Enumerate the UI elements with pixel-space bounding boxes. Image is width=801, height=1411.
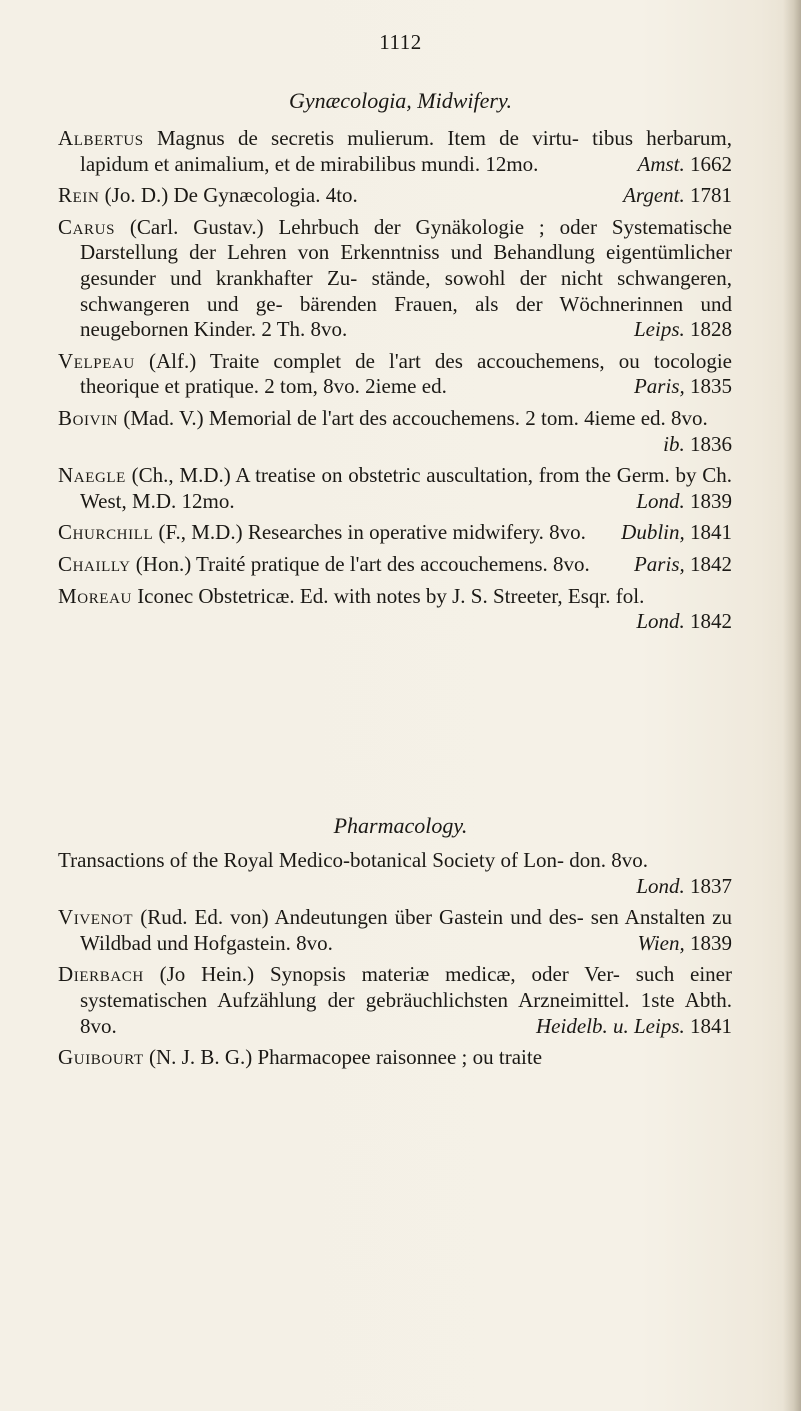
bibliography-entry [58,1045,732,1071]
entry-body [58,126,732,176]
imprint-place: Wien, [637,930,685,955]
page-edge-shadow [783,0,801,1411]
entry-body [58,183,358,207]
bibliography-entry [58,183,732,209]
entry-author: Carus [58,214,116,239]
imprint-year: 1842 [690,551,732,576]
imprint-year: 1841 [690,520,732,545]
entry-author: Churchill [58,520,154,545]
imprint-year: 1839 [690,930,732,955]
entry-imprint [621,520,732,546]
imprint-place: Lond. [636,609,685,634]
imprint-year: 1662 [690,151,732,176]
entry-text: (F., M.D.) Researches in operative midwifery. 8vo. [153,520,586,545]
entry-text: (Hon.) Traité pratique de l'art des accouchemens. 8vo. [130,551,590,576]
page-number: 1112 [379,30,422,54]
imprint-place: Paris, [633,374,685,399]
entry-text: (Jo Hein.) Synopsis materiæ medicæ, oder Ver- such einer systematischen Aufzählung der gebräuchlichsten Arzneimittel. 1ste Abth. 8vo. [80,962,732,1038]
bibliography-entry [58,962,732,1039]
entry-text: (Jo. D.) De Gynæcologia. 4to. [99,183,358,208]
entry-body [58,584,644,608]
imprint-year: 1842 [690,609,732,634]
entry-imprint [637,151,733,178]
entry-text: Transactions of the Royal Medico-botanical Society of Lon- don. 8vo. [58,848,649,872]
entry-author: Boivin [58,405,119,430]
entry-list-pharmacology [58,848,732,1077]
entry-text: (N. J. B. G.) Pharmacopee raisonnee ; ou traite [143,1045,543,1070]
entry-text: (Rud. Ed. von) Andeutungen über Gastein und des- sen Anstalten zu Wildbad und Hofgastein. 8vo. [80,905,732,955]
entry-imprint [636,873,732,900]
bibliography-entry [58,520,732,546]
entry-body [58,349,732,399]
imprint-year: 1837 [690,873,732,898]
entry-imprint [633,374,732,400]
entry-body [58,552,590,576]
entry-author: Albertus [58,126,144,150]
entry-imprint [633,317,732,343]
entry-text: (Ch., M.D.) A treatise on obstetric auscultation, from the Germ. by Ch. West, M.D. 12mo. [80,463,732,513]
entry-imprint [623,183,732,209]
bibliography-entry [58,349,732,400]
entry-author: Rein [58,183,100,208]
imprint-place: Argent. [623,183,685,208]
imprint-place: Lond. [636,873,685,898]
entry-body [58,215,732,341]
entry-author: Vivenot [58,905,134,930]
entry-imprint [637,930,733,957]
entry-imprint [636,609,732,635]
imprint-year: 1828 [690,317,732,342]
section-heading-gynaecologia: Gynæcologia, Midwifery. [288,88,513,113]
imprint-year: 1839 [690,488,732,513]
imprint-year: 1835 [690,374,732,399]
entry-author: Dierbach [58,962,144,987]
entry-author: Velpeau [58,348,135,373]
imprint-place: Heidelb. u. Leips. [536,1013,685,1038]
bibliography-entry [58,552,732,578]
bibliography-entry [58,463,732,514]
entry-body [58,1045,542,1069]
entry-text: Iconec Obstetricæ. Ed. with notes by J. S. Streeter, Esqr. fol. [131,583,645,608]
entry-text: (Alf.) Traite complet de l'art des accouchemens, ou tocologie theorique et pratique. 2 tom, 8vo. 2ieme ed. [80,348,732,399]
imprint-place: Dublin, [621,520,685,545]
imprint-year: 1841 [690,1013,732,1038]
bibliography-entry [58,126,732,177]
bibliography-entry [58,848,732,899]
section-heading-pharmacology: Pharmacology. [333,813,468,838]
bibliography-entry [58,406,732,457]
imprint-place: Leips. [633,317,685,342]
entry-body [58,848,648,872]
entry-imprint [536,1013,732,1040]
entry-author: Guibourt [58,1045,144,1070]
bibliography-entry [58,584,732,635]
entry-imprint [633,551,732,578]
entry-imprint [663,431,732,458]
entry-author: Moreau [58,583,132,608]
entry-body [58,406,708,430]
entry-author: Chailly [58,551,131,576]
bibliography-entry [58,215,732,343]
imprint-year: 1836 [690,431,732,456]
imprint-place: Lond. [636,488,685,513]
imprint-place: ib. [663,431,685,456]
entry-body [58,520,586,544]
entry-author: Naegle [58,463,126,488]
entry-text: Magnus de secretis mulierum. Item de virtu- tibus herbarum, lapidum et animalium, et de mirabilibus mundi. 12mo. [80,126,732,176]
entry-text: (Carl. Gustav.) Lehrbuch der Gynäkologie ; oder Systematische Darstellung der Lehren von Erkenntniss und Behandlung eigentümlicher gesunder und krankhafter Zu- stände, sowohl der nicht schwangeren, schwangeren und ge- bärenden Frauen, als der Wöchnerinnen und neugebornen Kinder. 2 Th. 8vo. [80,214,732,342]
imprint-place: Paris, [633,551,685,576]
entry-text: (Mad. V.) Memorial de l'art des accouchemens. 2 tom. 4ieme ed. 8vo. [118,405,708,430]
imprint-year: 1781 [690,183,732,208]
entry-list-gynaecologia [58,126,732,641]
entry-imprint [636,488,732,515]
entry-body [58,463,732,513]
entry-body [58,905,732,955]
bibliography-entry [58,905,732,956]
imprint-place: Amst. [637,151,685,176]
